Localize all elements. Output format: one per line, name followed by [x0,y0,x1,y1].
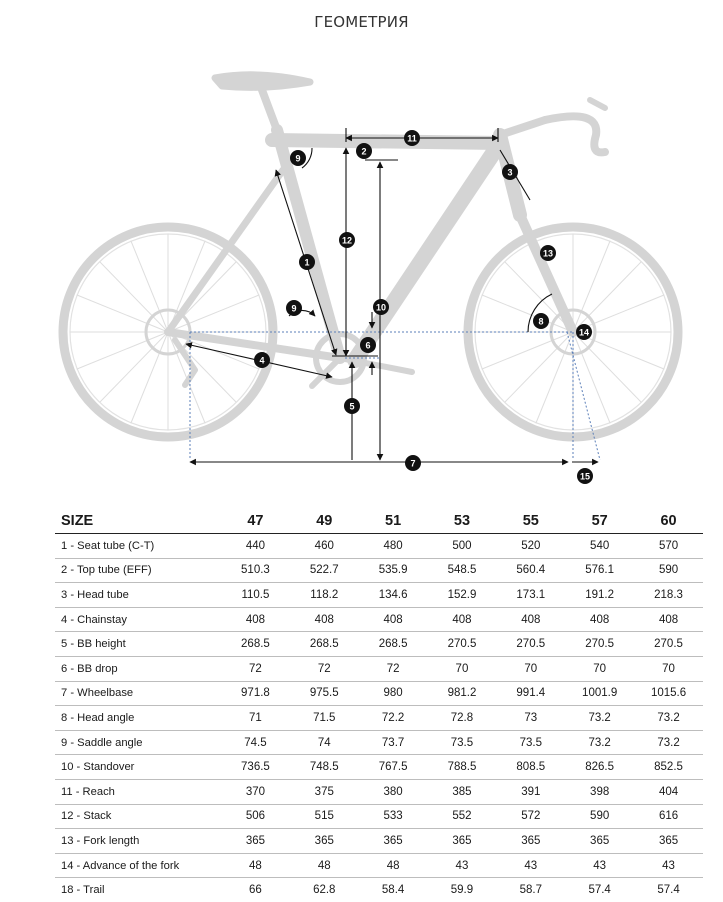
table-cell: 43 [634,853,703,878]
svg-text:9: 9 [291,303,297,314]
table-row [55,583,703,608]
size-col-header: 49 [290,508,359,534]
size-col-header: 60 [634,508,703,534]
marker-1 [299,254,315,270]
table-cell: 73.5 [428,730,497,755]
row-label: 12 - Stack [55,804,221,829]
size-col-header: 57 [565,508,634,534]
size-col-header: 55 [496,508,565,534]
size-header: SIZE [55,508,221,534]
table-cell: 73.2 [565,730,634,755]
table-cell: 408 [290,607,359,632]
row-label: 4 - Chainstay [55,607,221,632]
table-cell: 66 [249,884,262,897]
table-cell: 365 [290,829,359,854]
marker-11 [404,130,420,146]
table-cell: 852.5 [634,755,703,780]
table-cell: 270.5 [428,632,497,657]
geometry-table [55,508,703,902]
table-cell: 118.2 [290,583,359,608]
table-cell: 548.5 [428,558,497,583]
table-row [55,804,703,829]
table-cell: 510.3 [221,558,290,583]
table-cell: 72 [359,656,428,681]
row-label: 7 - Wheelbase [55,681,221,706]
table-cell: 71 [221,706,290,731]
marker-5 [344,398,360,414]
table-cell: 73 [496,706,565,731]
table-cell: 440 [221,534,290,559]
table-row [55,681,703,706]
marker-7 [405,455,421,471]
table-body [55,534,703,902]
table-cell: 380 [359,779,428,804]
table-cell: 408 [565,607,634,632]
svg-text:3: 3 [507,167,513,178]
table-cell: 460 [290,534,359,559]
row-label: 6 - BB drop [55,656,221,681]
page-title: ГЕОМЕТРИЯ [314,13,409,31]
svg-text:7: 7 [410,458,416,469]
table-cell: 62.8 [313,884,336,897]
table-cell: 767.5 [359,755,428,780]
table-cell: 404 [634,779,703,804]
table-row [55,558,703,583]
table-cell: 270.5 [634,632,703,657]
table-row [55,779,703,804]
table-cell: 74 [290,730,359,755]
table-cell: 270.5 [565,632,634,657]
table-cell: 385 [428,779,497,804]
marker-2 [356,143,372,159]
table-cell: 48 [221,853,290,878]
table-cell: 748.5 [290,755,359,780]
table-cell: 971.8 [221,681,290,706]
marker-6 [360,337,376,353]
table-cell: 391 [496,779,565,804]
row-label: 10 - Standover [55,755,221,780]
table-cell: 370 [221,779,290,804]
table-cell: 515 [290,804,359,829]
svg-text:15: 15 [579,471,591,482]
row-label: 5 - BB height [55,632,221,657]
table-cell: 72 [290,656,359,681]
table-cell: 540 [565,534,634,559]
svg-text:12: 12 [341,235,353,246]
table-cell: 48 [290,853,359,878]
marker-9-bottom [286,300,302,316]
svg-text:14: 14 [578,327,590,338]
table-cell: 365 [634,829,703,854]
table-cell: 43 [496,853,565,878]
table-cell: 826.5 [565,755,634,780]
svg-text:4: 4 [259,355,265,366]
table-cell: 48 [359,853,428,878]
marker-14 [576,324,592,340]
svg-text:5: 5 [349,401,355,412]
size-col-header: 53 [428,508,497,534]
svg-text:9: 9 [295,153,301,164]
size-col-header: 51 [359,508,428,534]
table-cell: 398 [565,779,634,804]
table-cell: 191.2 [565,583,634,608]
table-cell: 408 [496,607,565,632]
table-cell: 70 [428,656,497,681]
svg-text:13: 13 [542,248,554,259]
table-cell: 408 [221,607,290,632]
table-cell: 975.5 [290,681,359,706]
table-cell: 533 [359,804,428,829]
table-cell: 74.5 [221,730,290,755]
size-col-header: 47 [221,508,290,534]
svg-text:10: 10 [375,302,387,313]
table-cell: 590 [565,804,634,829]
table-cell: 110.5 [221,583,290,608]
table-cell: 70 [565,656,634,681]
table-cell: 365 [359,829,428,854]
table-row [55,632,703,657]
table-cell: 408 [634,607,703,632]
table-cell: 365 [221,829,290,854]
table-row [55,853,703,878]
row-label: 11 - Reach [55,779,221,804]
table-cell: 365 [428,829,497,854]
table-cell: 58.4 [381,884,405,897]
table-cell: 535.9 [359,558,428,583]
table-header-row [55,508,703,534]
table-cell: 788.5 [428,755,497,780]
table-cell: 270.5 [496,632,565,657]
table-cell: 576.1 [565,558,634,583]
marker-15 [577,468,593,484]
table-cell: 72.2 [359,706,428,731]
table-cell: 375 [290,779,359,804]
table-cell: 1001.9 [565,681,634,706]
table-row [55,656,703,681]
row-label: 1 - Seat tube (C-T) [55,534,221,559]
svg-text:1: 1 [304,257,310,268]
table-cell: 72 [221,656,290,681]
table-cell: 560.4 [496,558,565,583]
svg-text:8: 8 [538,316,544,327]
table-cell: 552 [428,804,497,829]
row-label: 9 - Saddle angle [55,730,221,755]
table-row [55,730,703,755]
row-label: 18 - Trail [61,884,105,897]
table-cell: 43 [565,853,634,878]
table-cell: 268.5 [359,632,428,657]
row-label: 2 - Top tube (EFF) [55,558,221,583]
table-cell: 981.2 [428,681,497,706]
table-cell: 590 [634,558,703,583]
table-cell: 980 [359,681,428,706]
row-label: 14 - Advance of the fork [55,853,221,878]
table-row [55,755,703,780]
svg-text:6: 6 [365,340,371,351]
marker-9-top [290,150,306,166]
table-cell: 43 [428,853,497,878]
table-row [55,534,703,559]
row-label: 8 - Head angle [55,706,221,731]
table-cell: 134.6 [359,583,428,608]
table-cell: 73.5 [496,730,565,755]
table-cell: 365 [496,829,565,854]
table-cell: 71.5 [290,706,359,731]
svg-text:2: 2 [361,146,367,157]
table-cell: 152.9 [428,583,497,608]
table-row [55,878,703,902]
table-cell: 73.2 [565,706,634,731]
marker-13 [540,245,556,261]
table-cell: 59.9 [450,884,474,897]
table-cell: 570 [634,534,703,559]
table-cell: 736.5 [221,755,290,780]
table-cell: 506 [221,804,290,829]
table-row [55,829,703,854]
table-cell: 480 [359,534,428,559]
row-label: 13 - Fork length [55,829,221,854]
table-cell: 522.7 [290,558,359,583]
bike-geometry-diagram [0,40,723,500]
row-label: 3 - Head tube [55,583,221,608]
marker-10 [373,299,389,315]
svg-text:11: 11 [407,133,417,144]
table-cell: 218.3 [634,583,703,608]
table-cell: 500 [428,534,497,559]
table-cell: 616 [634,804,703,829]
table-cell: 572 [496,804,565,829]
table-cell: 58.7 [519,884,542,897]
bike-silhouette [63,75,678,437]
table-cell: 73.2 [634,706,703,731]
marker-3 [502,164,518,180]
marker-12 [339,232,355,248]
marker-8 [533,313,549,329]
table-cell: 70 [634,656,703,681]
table-cell: 268.5 [290,632,359,657]
table-cell: 520 [496,534,565,559]
table-cell: 70 [496,656,565,681]
table-cell: 268.5 [221,632,290,657]
table-cell: 73.2 [634,730,703,755]
table-cell: 72.8 [428,706,497,731]
table-cell: 991.4 [496,681,565,706]
table-cell: 173.1 [496,583,565,608]
marker-4 [254,352,270,368]
table-cell: 365 [565,829,634,854]
table-row [55,607,703,632]
table-cell: 808.5 [496,755,565,780]
table-row [55,706,703,731]
table-cell: 73.7 [359,730,428,755]
table-cell: 1015.6 [634,681,703,706]
table-cell: 408 [428,607,497,632]
table-cell: 57.4 [657,884,680,897]
table-cell: 57.4 [588,884,611,897]
table-cell: 408 [359,607,428,632]
